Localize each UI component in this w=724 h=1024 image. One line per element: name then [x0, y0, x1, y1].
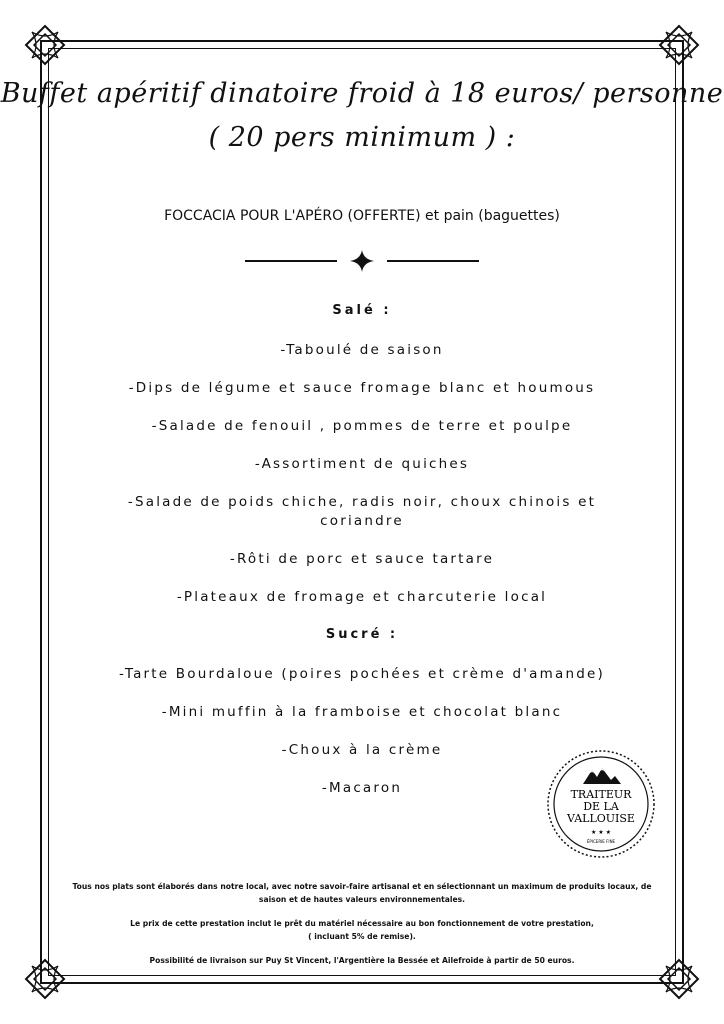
- menu-list: [100, 302, 624, 817]
- menu-item: -Assortiment de quiches: [254, 456, 470, 472]
- menu-item: -Mini muffin à la framboise et chocolat blanc: [161, 704, 563, 720]
- logo-text-bottom: ÉPICERIE FINE: [586, 839, 616, 844]
- traiteur-logo-stamp: [545, 748, 657, 860]
- logo-text-line3: VALLOUISE: [567, 812, 635, 825]
- menu-item: -Dips de légume et sauce fromage blanc et houmous: [128, 380, 596, 396]
- divider-line: [387, 260, 479, 262]
- page-title: Buffet apéritif dinatoire froid à 18 euros/ personne: [0, 78, 724, 109]
- footer-delivery-note: Possibilité de livraison sur Puy St Vincent, l'Argentière la Bessée et Ailefroide à partir de 50 euros.: [149, 956, 575, 965]
- section-heading-sale: Salé :: [332, 303, 392, 318]
- corner-ornament-icon: [22, 22, 68, 68]
- menu-item: -Salade de poids chiche, radis noir, choux chinois et coriandre: [127, 494, 597, 529]
- page-title-minimum: ( 20 pers minimum ) :: [208, 122, 516, 153]
- footer-sourcing-note: Tous nos plats sont élaborés dans notre local, avec notre savoir-faire artisanal et en sélectionnant un maximum de produits locaux, de saison et de hautes valeurs environnementales.: [72, 882, 652, 904]
- footer-price-line: Le prix de cette prestation inclut le prêt du matériel nécessaire au bon fonctionnement de votre prestation,: [130, 919, 594, 928]
- menu-item: -Taboulé de saison: [280, 342, 444, 358]
- menu-item: -Tarte Bourdaloue (poires pochées et crème d'amande): [119, 666, 605, 682]
- menu-item: -Salade de fenouil , pommes de terre et poulpe: [151, 418, 573, 434]
- focaccia-note: FOCCACIA POUR L'APÉRO (OFFERTE) et pain (baguettes): [164, 208, 560, 224]
- menu-item: -Plateaux de fromage et charcuterie local: [176, 589, 548, 605]
- ornament-divider: [245, 250, 479, 272]
- footer-discount-line: ( incluant 5% de remise).: [308, 932, 416, 941]
- menu-item: -Choux à la crème: [281, 742, 443, 758]
- menu-item: -Rôti de porc et sauce tartare: [229, 551, 495, 567]
- sparkle-icon: [350, 250, 374, 272]
- corner-ornament-icon: [656, 22, 702, 68]
- section-heading-sucre: Sucré :: [325, 627, 399, 642]
- divider-line: [245, 260, 337, 262]
- logo-text-line1: TRAITEUR: [570, 788, 632, 801]
- logo-text-line2: DE LA: [583, 800, 619, 813]
- footer-price-note: [60, 917, 664, 943]
- logo-stars: ★ ★ ★: [591, 829, 611, 836]
- menu-item: -Macaron: [321, 780, 403, 796]
